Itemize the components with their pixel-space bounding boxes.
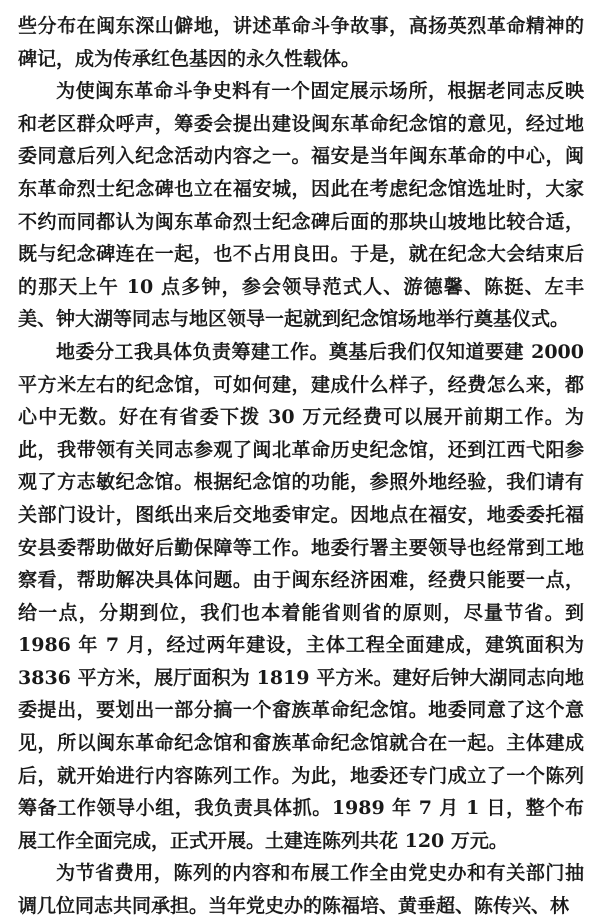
paragraph-4: 为节省费用，陈列的内容和布展工作全由党史办和有关部门抽调几位同志共同承担。当年党史办的陈福培、黄垂超、陈传兴、林 (18, 862, 584, 918)
paragraph-3: 地委分工我具体负责筹建工作。奠基后我们仅知道要建 2000 平方米左右的纪念馆，可如何建，建成什么样子，经费怎么来，都心中无数。好在有省委下拨 30 万元经费可以展开前期工作。为此，我带领有关同志参观了闽北革命历史纪念馆，还到江西弋阳参观了方志敏纪念馆。根据纪念馆的功能，参照外地经验，我们请有关部门设计，图纸出来后交地委审定。因地点在福安，地委委托福安县委帮助做好后勤保障等工作。地委行署主要领导也经常到工地察看，帮助解决具体问题。由于闽东经济困难，经费只能要一点，给一点，分期到位，我们也本着能省则省的原则，尽量节省。到 1986 年 7 月，经过两年建设，主体工程全面建成，建筑面积为 3836 平方米，展厅面积为 1819 平方米。建好后钟大湖同志向地委提出，要划出一部分搞一个畲族革命纪念馆。地委同意了这个意见，所以闽东革命纪念馆和畲族革命纪念馆就合在一起。主体建成后，就开始进行内容陈列工作。为此，地委还专门成立了一个陈列筹备工作领导小组，我负责具体抓。1989 年 7 月 1 日，整个布展工作全面完成，正式开展。土建连陈列共花 120 万元。 (18, 340, 584, 852)
document-page (18, 10, 584, 923)
paragraph-2: 为使闽东革命斗争史料有一个固定展示场所，根据老同志反映和老区群众呼声，筹委会提出建设闽东革命纪念馆的意见，经过地委同意后列入纪念活动内容之一。福安是当年闽东革命的中心，闽东革命烈士纪念碑也立在福安城，因此在考虑纪念馆选址时，大家不约而同都认为闽东革命烈士纪念碑后面的那块山坡地比较合适，既与纪念碑连在一起，也不占用良田。于是，就在纪念大会结束后的那天上午 10 点多钟，参会领导范式人、游德馨、陈挺、左丰美、钟大湖等同志与地区领导一起就到纪念馆场地举行奠基仪式。 (18, 80, 584, 331)
paragraph-1: 些分布在闽东深山僻地，讲述革命斗争故事，高扬英烈革命精神的碑记，成为传承红色基因的永久性载体。 (18, 15, 584, 70)
